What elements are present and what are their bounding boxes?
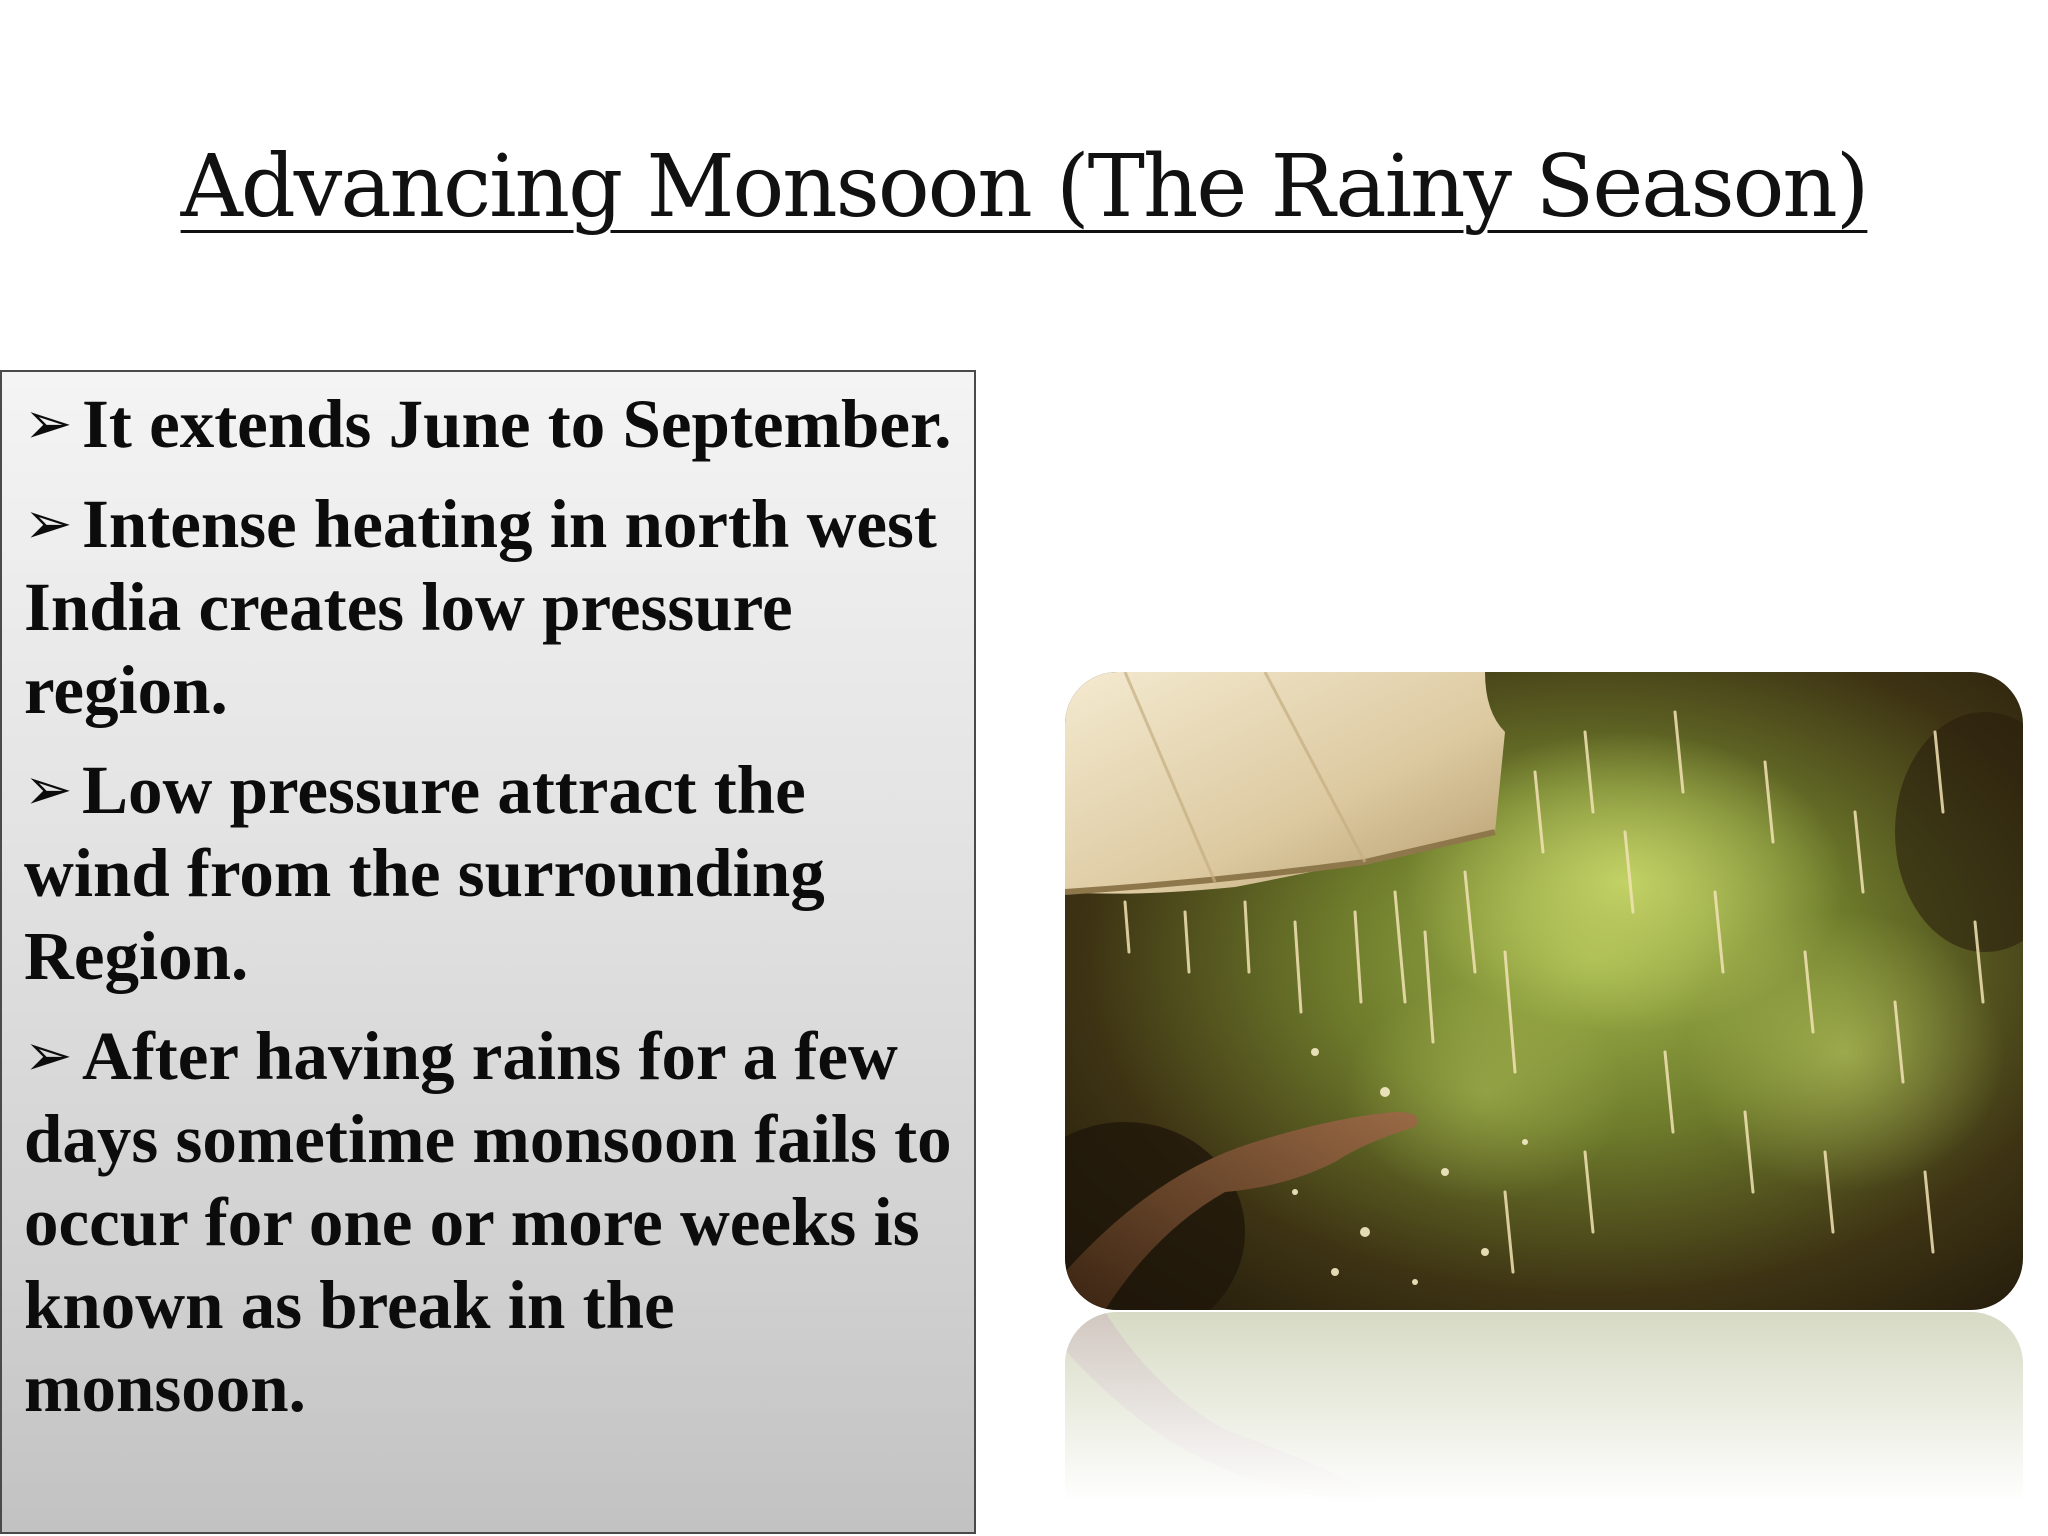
rain-umbrella-photo (1065, 672, 2023, 1310)
slide-title: Advancing Monsoon (The Rainy Season) (180, 137, 1868, 237)
arrow-bullet-icon: ➢ (24, 755, 73, 823)
bullet-item (24, 1014, 954, 1430)
bullet-item (24, 482, 954, 732)
bullet-text: Intense heating in north west India creates low pressure region. (24, 486, 937, 728)
bullet-list (24, 382, 954, 1430)
arrow-bullet-icon: ➢ (24, 389, 73, 457)
arrow-bullet-icon: ➢ (24, 1021, 73, 1089)
bullet-item (24, 382, 954, 466)
bullet-text: After having rains for a few days sometime monsoon fails to occur for one or more weeks is known as break in the monsoon. (24, 1018, 952, 1426)
bullet-item (24, 748, 954, 998)
arrow-bullet-icon: ➢ (24, 489, 73, 557)
bullet-text-box (0, 370, 976, 1534)
bullet-text: It extends June to September. (82, 386, 952, 462)
photo-reflection (1065, 1312, 2023, 1512)
bullet-text: Low pressure attract the wind from the surrounding Region. (24, 752, 825, 994)
